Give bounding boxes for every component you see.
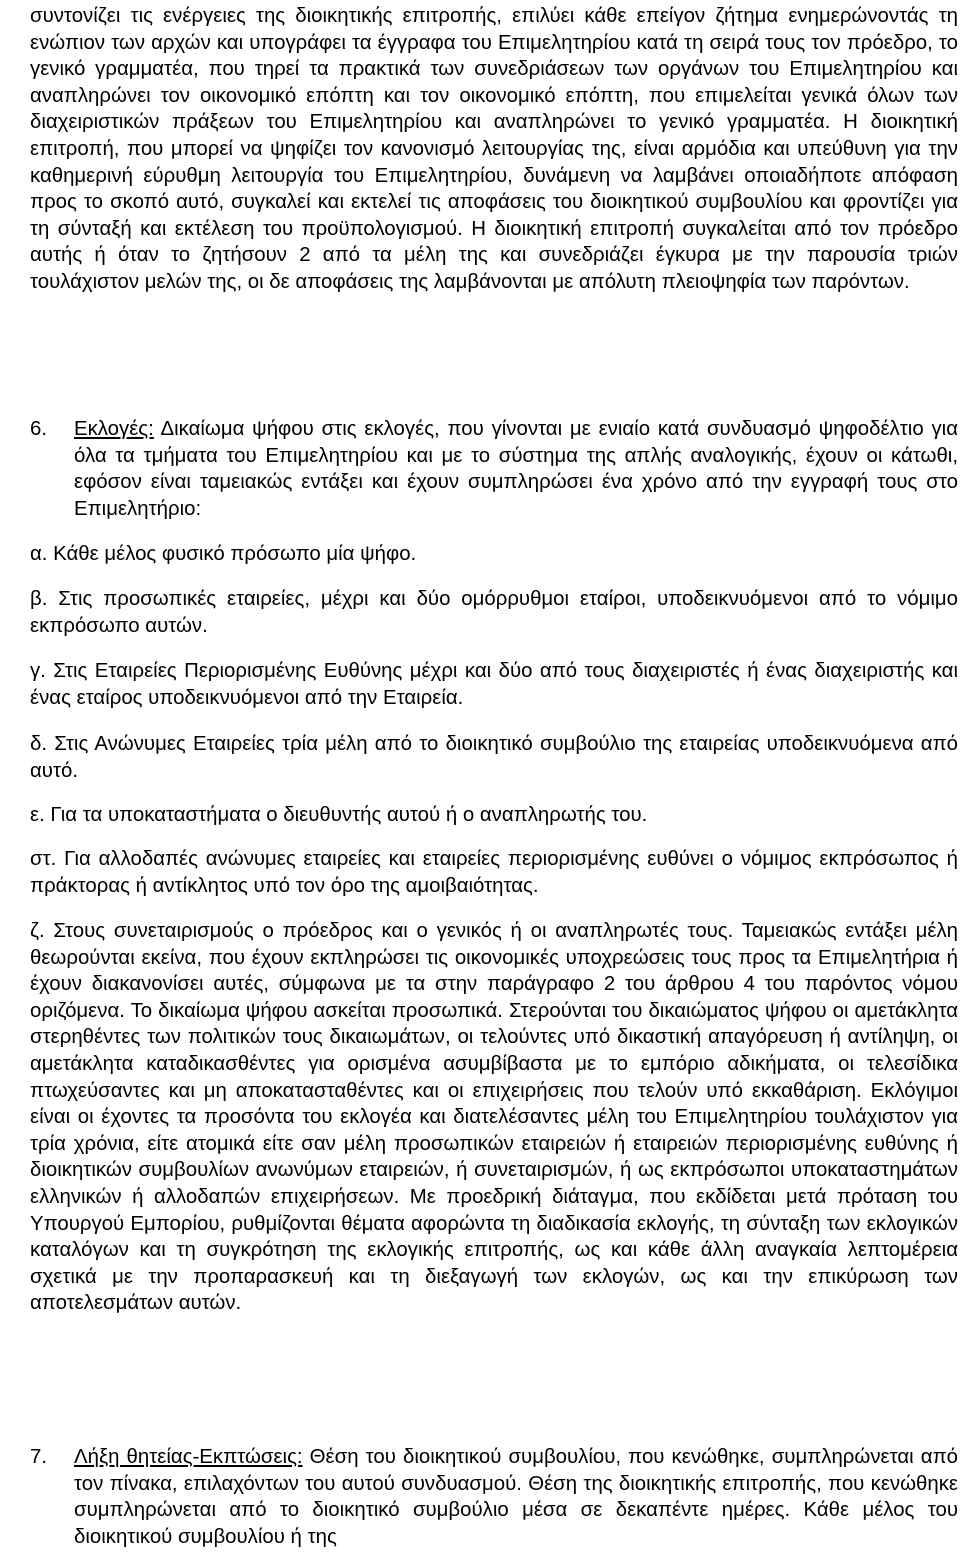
list-item-d: δ. Στις Ανώνυμες Εταιρείες τρία μέλη από το διοικητικό συμβούλιο της εταιρείας υποδεικνυόμενα από αυτό. [30,733,958,782]
list-item-a: α. Κάθε μέλος φυσικό πρόσωπο μία ψήφο. [30,543,417,565]
section-6-paragraph [74,416,958,522]
list-item-st: στ. Για αλλοδαπές ανώνυμες εταιρείες και εταιρείες περιορισμένης ευθύνει ο νόμιμος εκπρόσωπος ή πράκτορας ή αντίκλητος υπό τον όρο της αμοιβαιότητας. [30,848,958,897]
intro-paragraph: συντονίζει τις ενέργειες της διοικητικής επιτροπής, επιλύει κάθε επείγον ζήτημα ενημερώνοντάς τη ενώπιον των αρχών και υπογράφει τα έγγραφα του Επιμελητηρίου κατά τη σειρά τους τον πρόεδρο, το γενικό γραμματέα, που τηρεί τα πρακτικά των συνεδριάσεων των οργάνων του Επιμελητηρίου και αναπληρώνει τον οικονομικό επόπτη και τον οικονομικό επόπτη, που επιμελείται γενικά όλων των διαχειριστικών πράξεων του Επιμελητηρίου και αναπληρώνει το γενικό γραμματέα. Η διοικητική επιτροπή, που μπορεί να ψηφίζει τον κανονισμό λειτουργίας της, είναι αρμόδια και υπεύθυνη για την καθημερινή εύρυθμη λειτουργία του Επιμελητηρίου, δυνάμενη να λαμβάνει οποιαδήποτε απόφαση προς το σκοπό αυτό, συγκαλεί και εκτελεί τις αποφάσεις του διοικητικού συμβουλίου και φροντίζει για τη σύνταξή και εκτέλεση του προϋπολογισμού. Η διοικητική επιτροπή συγκαλείται από τον πρόεδρο αυτής ή όταν το ζητήσουν 2 από τα μέλη της και συνεδριάζει έγκυρα με την παρουσία τριών τουλάχιστον μελών της, οι δε αποφάσεις της λαμβάνονται με απόλυτη πλειοψηφία των παρόντων. [30,5,958,293]
section-7-text: Θέση του διοικητικού συμβουλίου, που κενώθηκε, συμπληρώνεται από τον πίνακα, επιλαχόντων του αυτού συνδυασμού. Θέση της διοικητικής επιτροπής, που κενώθηκε συμπληρώνεται από το διοικητικό συμβούλιο μέσα σε δεκαπέντε ημέρες. Κάθε μέλος του διοικητικού συμβουλίου ή της [74,1446,959,1548]
list-item-b: β. Στις προσωπικές εταιρείες, μέχρι και δύο ομόρρυθμοι εταίροι, υποδεικνυόμενοι από το νόμιμο εκπρόσωπο αυτών. [30,588,958,637]
section-6-heading: Εκλογές: [74,418,154,440]
list-item-z: ζ. Στους συνεταιρισμούς ο πρόεδρος και ο γενικός ή οι αναπληρωτές τους. Ταμειακώς εντάξει μέλη θεωρούνται εκείνα, που έχουν εκπληρώσει τις οικονομικές υποχρεώσεις τους προς τα Επιμελητήρια ή έχουν διακανονίσει αυτές, σύμφωνα με τα στην παράγραφο 2 του άρθρου 4 του παρόντος νόμου οριζόμενα. Το δικαίωμα ψήφου ασκείται προσωπικά. Στερούνται του δικαιώματος ψήφου οι αμετάκλητα στερηθέντες των πολιτικών τους δικαιωμάτων, οι τελούντες υπό δικαστική απαγόρευση ή αντίληψη, οι αμετάκλητα καταδικασθέντες για ορισμένα ασυμβίβαστα με το εμπόριο αδικήματα, οι τελεσίδικα πτωχεύσαντες και μη αποκατασταθέντες και οι επιχειρήσεις που τελούν υπό εκκαθάριση. Εκλόγιμοι είναι οι έχοντες τα προσόντα του εκλογέα και διατελέσαντες μέλη του Επιμελητηρίου τουλάχιστον για τρία χρόνια, είτε ατομικά είτε σαν μέλη προσωπικών εταιρειών ή εταιρειών περιορισμένης ευθύνης ή διοικητικών συμβουλίων ανωνύμων εταιρειών, ή συνεταιρισμών, ή ως εκπρόσωποι υποκαταστημάτων ελληνικών ή αλλοδαπών επιχειρήσεων. Με προεδρική διάταγμα, που εκδίδεται μετά πρόταση του Υπουργού Εμπορίου, ρυθμίζονται θέματα αφορώντα τη διαδικασία εκλογής, τη σύνταξη των εκλογικών καταλόγων και τη συγκρότηση της εκλογικής επιτροπής, ως και κάθε άλλη αναγκαία λεπτομέρεια σχετικά με την προπαρασκευή και τη διεξαγωγή των εκλογών, ως και την επικύρωση των αποτελεσμάτων αυτών. [30,920,958,1315]
list-item-e: ε. Για τα υποκαταστήματα ο διευθυντής αυτού ή ο αναπληρωτής του. [30,804,648,826]
section-6-number: 6. [30,418,48,440]
section-7-paragraph [74,1444,958,1550]
section-7-heading: Λήξη θητείας-Εκπτώσεις: [74,1446,303,1468]
section-7-number: 7. [30,1446,48,1468]
section-6-text: Δικαίωμα ψήφου στις εκλογές, που γίνονται με ενιαίο κατά συνδυασμό ψηφοδέλτιο για όλα τα τμήματα του Επιμελητηρίου και με το σύστημα της απλής αναλογικής, έχουν οι κάτωθι, εφόσον είναι ταμειακώς εντάξει και έχουν συμπληρώσει ένα χρόνο από την εγγραφή τους στο Επιμελητήριο: [74,418,958,520]
list-item-c: γ. Στις Εταιρείες Περιορισμένης Ευθύνης μέχρι και δύο από τους διαχειριστές ή ένας διαχειριστής και ένας εταίρος υποδεικνυόμενοι από την Εταιρεία. [30,660,958,709]
